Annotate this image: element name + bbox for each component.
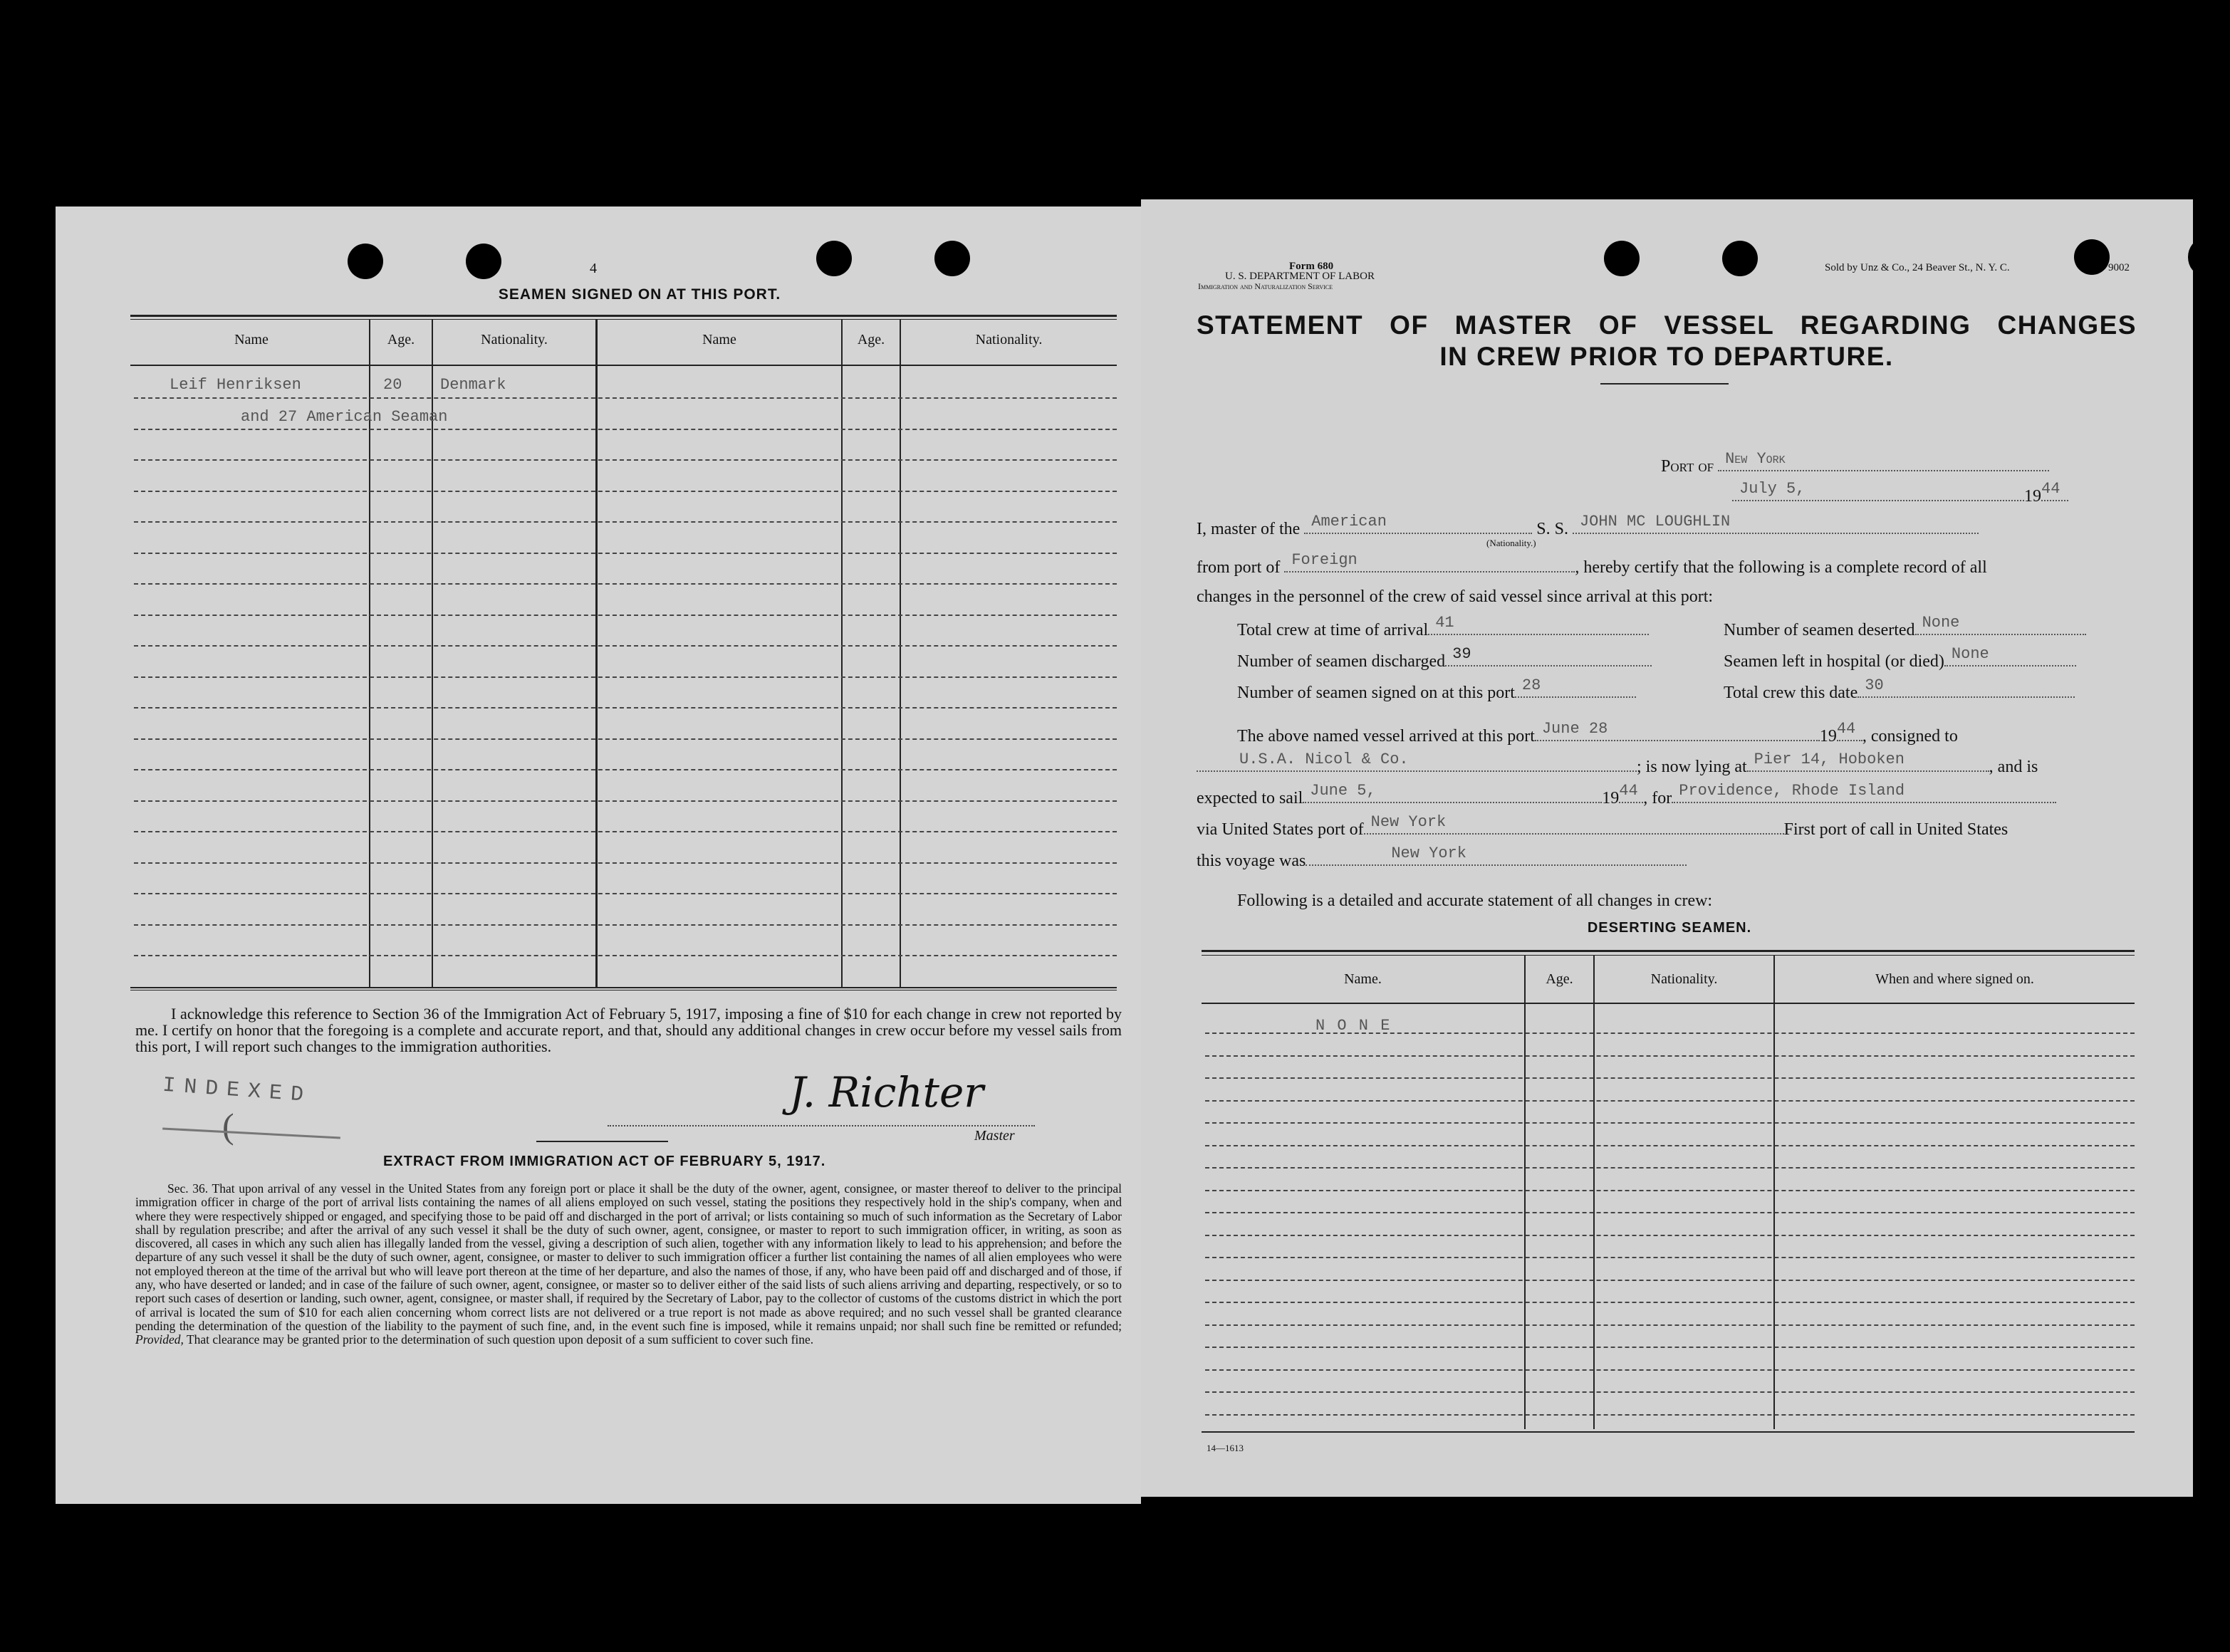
expected-label: expected to sail [1197, 789, 1303, 807]
form-row-line [134, 831, 1117, 832]
year-value: 44 [2041, 480, 2060, 498]
year-field [1836, 720, 1862, 741]
section-label: Sec. 36. [167, 1181, 209, 1196]
ship-field [1573, 513, 1979, 534]
table-rule [130, 319, 1117, 320]
entry-name: and 27 American Seaman [241, 408, 448, 426]
consignee-field [1197, 751, 1637, 772]
form-row-line [134, 491, 1117, 492]
year-prefix: 19 [2024, 487, 2041, 506]
date-field [1732, 480, 2024, 501]
total-crew-row [1237, 614, 1649, 640]
col-header-nationality: Nationality. [481, 332, 548, 347]
from-port-row [1197, 551, 1987, 577]
consigned-label: , consigned to [1862, 727, 1958, 746]
entry-nationality: Denmark [440, 376, 506, 394]
port-label: Port of [1661, 457, 1714, 476]
footer-code: 14—1613 [1207, 1443, 1244, 1453]
form-row-line [1205, 1257, 2135, 1258]
form-row-line [1205, 1145, 2135, 1146]
column-divider [595, 319, 598, 987]
expected-field [1303, 782, 1602, 803]
column-divider [900, 319, 901, 987]
form-row-line [134, 583, 1117, 585]
first-port-label: First port of call in United States [1783, 820, 2008, 839]
total-date-row [1724, 676, 2075, 703]
table-rule [130, 365, 1117, 366]
column-divider [1524, 956, 1526, 1429]
ship-name: JOHN MC LOUGHLIN [1579, 513, 1731, 530]
form-row-line [1205, 1212, 2135, 1213]
table-rule [130, 315, 1117, 317]
year-prefix: 19 [1819, 727, 1837, 746]
department: U. S. DEPARTMENT OF LABOR [1225, 271, 1375, 282]
form-row-line [134, 397, 1117, 399]
expected-value: June 5, [1310, 782, 1376, 800]
discharged-row [1237, 645, 1652, 671]
arrived-row [1237, 720, 1958, 746]
hospital-row [1724, 645, 2076, 671]
punch-hole [816, 241, 852, 276]
voyage-value: New York [1391, 845, 1466, 862]
voyage-field [1306, 845, 1687, 866]
nationality-caption: (Nationality.) [1486, 538, 1536, 548]
via-value: New York [1370, 813, 1447, 831]
arrived-field [1535, 720, 1820, 741]
lying-field [1747, 751, 1989, 772]
right-page [1141, 199, 2193, 1497]
deserting-title: DESERTING SEAMEN. [1587, 920, 1752, 936]
total-date-field [1858, 676, 2075, 698]
col-header-name: Name [702, 332, 736, 347]
col-header-name: Name. [1344, 971, 1382, 987]
form-row-line [1205, 1324, 2135, 1326]
form-row-line [134, 521, 1117, 523]
form-row-line [1205, 1369, 2135, 1371]
from-port-label: from port of [1197, 558, 1281, 577]
form-row-line [1205, 1302, 2135, 1303]
column-divider [1593, 956, 1595, 1429]
hospital-field [1944, 645, 2076, 666]
punch-hole [1722, 241, 1758, 276]
service: Immigration and Naturalization Service [1198, 281, 1333, 291]
form-row-line [134, 553, 1117, 554]
total-crew-value: 41 [1435, 614, 1454, 632]
form-row-line [1205, 1167, 2135, 1169]
form-row-line [134, 800, 1117, 802]
form-row-line [134, 738, 1117, 740]
expected-row [1197, 782, 2056, 808]
port-row [1661, 450, 2049, 476]
provided-label: Provided, [135, 1332, 184, 1347]
signed-on-value: 28 [1521, 676, 1541, 694]
col-header-nationality: Nationality. [975, 332, 1043, 347]
separator [536, 1141, 668, 1142]
deserted-value: None [1922, 614, 1960, 632]
form-row-line [1205, 1122, 2135, 1124]
via-field [1364, 813, 1784, 835]
from-port-field [1284, 551, 1575, 573]
total-crew-field [1428, 614, 1649, 635]
total-date-value: 30 [1865, 676, 1884, 694]
year-value: 44 [1836, 720, 1856, 738]
form-row-line [1205, 1190, 2135, 1191]
table-rule [1202, 955, 2135, 956]
form-row-line [134, 429, 1117, 430]
signed-on-row [1237, 676, 1636, 703]
destination-value: Providence, Rhode Island [1679, 782, 1905, 800]
section-36-text [135, 1182, 1122, 1347]
from-port-value: Foreign [1291, 551, 1358, 569]
form-row-line [134, 924, 1117, 926]
signature-line [608, 1125, 1035, 1126]
table-rule [130, 987, 1117, 988]
col-header-age: Age. [857, 332, 885, 347]
form-row-line [1205, 1280, 2135, 1281]
form-row-line [1205, 1347, 2135, 1348]
form-row-line [134, 676, 1117, 678]
table-rule [1202, 1003, 2135, 1004]
arrived-label: The above named vessel arrived at this port [1237, 727, 1535, 746]
col-header-age: Age. [1546, 971, 1573, 987]
col-header-signed-on: When and where signed on. [1875, 971, 2034, 987]
year-field [2041, 480, 2068, 501]
col-header-name: Name [234, 332, 269, 347]
left-title: SEAMEN SIGNED ON AT THIS PORT. [498, 286, 781, 303]
form-row-line [1205, 1235, 2135, 1236]
lying-label: ; is now lying at [1637, 758, 1747, 776]
form-row-line [134, 893, 1117, 894]
form-row-line [1205, 1391, 2135, 1393]
entry-age: 20 [383, 376, 402, 394]
entry-name: Leif Henriksen [170, 376, 301, 394]
deserted-label: Number of seamen deserted [1724, 621, 1915, 639]
consignee-value: U.S.A. Nicol & Co. [1239, 751, 1409, 768]
form-row-line [1205, 1055, 2135, 1057]
punch-hole [1604, 241, 1640, 276]
form-title-line2: IN CREW PRIOR TO DEPARTURE. [1439, 342, 1894, 371]
sold-by: Sold by Unz & Co., 24 Beaver St., N. Y. C. [1825, 262, 2010, 273]
master-label: I, master of the [1197, 520, 1301, 538]
form-row-line [134, 645, 1117, 647]
date-value: July 5, [1739, 480, 1806, 498]
deserting-entry: N O N E [1315, 1017, 1392, 1035]
extract-title: EXTRACT FROM IMMIGRATION ACT OF FEBRUARY 5, 1917. [383, 1154, 826, 1169]
signed-on-field [1515, 676, 1636, 698]
signed-on-label: Number of seamen signed on at this port [1237, 684, 1515, 702]
left-page [56, 206, 1141, 1504]
master-signature: J. Richter [789, 1068, 984, 1117]
discharged-value: 39 [1452, 645, 1471, 663]
deserted-row [1724, 614, 2086, 640]
hospital-label: Seamen left in hospital (or died) [1724, 652, 1944, 671]
punch-hole [934, 241, 970, 276]
and-is-label: , and is [1989, 758, 2038, 776]
form-row-line [134, 707, 1117, 709]
table-rule [1202, 1431, 2135, 1433]
nationality-value: American [1311, 513, 1387, 530]
voyage-row [1197, 845, 1687, 871]
table-rule [1202, 950, 2135, 952]
provided-text: That clearance may be granted prior to the determination of such question upon deposit of a sum sufficient to cover such fine. [186, 1332, 814, 1347]
form-title-line1: STATEMENT OF MASTER OF VESSEL REGARDING CHANGES [1197, 310, 2137, 340]
year-value: 44 [1619, 782, 1638, 800]
arrived-value: June 28 [1541, 720, 1608, 738]
lying-value: Pier 14, Hoboken [1754, 751, 1905, 768]
nationality-field [1304, 513, 1532, 534]
form-row-line [1205, 1414, 2135, 1416]
separator [1600, 383, 1729, 385]
hospital-value: None [1951, 645, 1989, 663]
for-label: , for [1643, 789, 1672, 807]
form-row-line [134, 615, 1117, 616]
section-body: That upon arrival of any vessel in the United States from any foreign port or place it shall be the duty of the owner, agent, consignee, or master thereof to deliver to the principal immigration officer in charge of the port of arrival lists containing the names of all aliens employed on such vessel, stating the positions they respectively hold in the ship's company, when and where they were respectively shipped or engaged, and specifying those to be paid off and discharged in the port of arrival; or lists containing so much of such information as the Secretary of Labor shall by regulation prescribe; and after the arrival of any such vessel it shall be the duty of such owner, agent, consignee, or master to report to such immigration officer, in writing, as soon as discovered, all cases in which any such alien has illegally landed from the vessel, giving a description of such alien, together with any information likely to lead to his apprehension; and before the departure of any such vessel it shall be the duty of such owner, agent, consignee, or master to deliver to such immigration officer a further list containing the names of all alien employees who were not employed thereon at the time of the arrival but who will leave port thereon at the time of her departure, and also the names of those, if any, who have been paid off and discharged and of those, if any, who have deserted or landed; and in case of the failure of such owner, agent, consignee, or master so to deliver either of the said lists of such aliens arriving and departing, respectively, or so to report such cases of desertion or landing, such owner, agent, consignee, or master shall, if required by the Secretary of Labor, pay to the collector of customs of the customs district in which the port of arrival is located the sum of $10 for each alien concerning whom correct lists are not delivered or a true report is not made as above required; and no such vessel shall be granted clearance pending the determination of the question of the liability to the payment of such fine, and, in the event such fine is imposed, while it remains unpaid; nor shall such fine be remitted or refunded; [135, 1181, 1122, 1333]
port-field [1718, 450, 2049, 471]
changes-row: changes in the personnel of the crew of said vessel since arrival at this port: [1197, 587, 1714, 606]
discharged-field [1445, 645, 1652, 666]
punch-hole [348, 244, 383, 279]
destination-field [1672, 782, 2056, 803]
column-divider [841, 319, 843, 987]
column-divider [1773, 956, 1775, 1429]
voyage-label: this voyage was [1197, 852, 1306, 870]
form-row-line [1205, 1077, 2135, 1079]
form-number: Form 680 [1289, 261, 1334, 272]
form-row-line [134, 459, 1117, 461]
form-row-line [134, 955, 1117, 956]
year-field [1619, 782, 1643, 803]
signature-title: Master [974, 1128, 1015, 1144]
form-row-line [1205, 1100, 2135, 1102]
page-number: 4 [590, 261, 597, 276]
via-row [1197, 813, 2008, 840]
ss-label: S. S. [1536, 520, 1568, 538]
col-header-nationality: Nationality. [1650, 971, 1718, 987]
following-text: Following is a detailed and accurate statement of all changes in crew: [1237, 892, 1713, 910]
indexed-stamp: INDEXED [162, 1073, 313, 1109]
punch-hole [2074, 239, 2110, 275]
certify-text: , hereby certify that the following is a complete record of all [1575, 558, 1987, 577]
catalog-number: 9002 [2108, 262, 2130, 273]
deserted-field [1915, 614, 2086, 635]
master-row [1197, 513, 1979, 539]
stamp-line [162, 1127, 340, 1139]
form-row-line [134, 769, 1117, 770]
date-row [1732, 480, 2068, 506]
form-row-line [134, 862, 1117, 864]
col-header-age: Age. [387, 332, 415, 347]
discharged-label: Number of seamen discharged [1237, 652, 1446, 671]
punch-hole [466, 244, 501, 279]
punch-hole [2188, 239, 2216, 275]
port-value: New York [1725, 450, 1786, 468]
year-prefix: 19 [1602, 789, 1620, 807]
acknowledgment-text: I acknowledge this reference to Section 36 of the Immigration Act of February 5, 1917, imposing a fine of $10 for each change in crew not reported by me. I certify on honor that the foregoing is a complete and accurate report, and that, should any additional changes in crew occur before my vessel sails from this port, I will report such changes to the immigration authorities. [135, 1005, 1122, 1055]
total-crew-label: Total crew at time of arrival [1237, 621, 1429, 639]
stamp-mark: ( [222, 1106, 234, 1146]
consignee-row [1197, 751, 2038, 777]
via-label: via United States port of [1197, 820, 1364, 839]
total-date-label: Total crew this date [1724, 684, 1858, 702]
